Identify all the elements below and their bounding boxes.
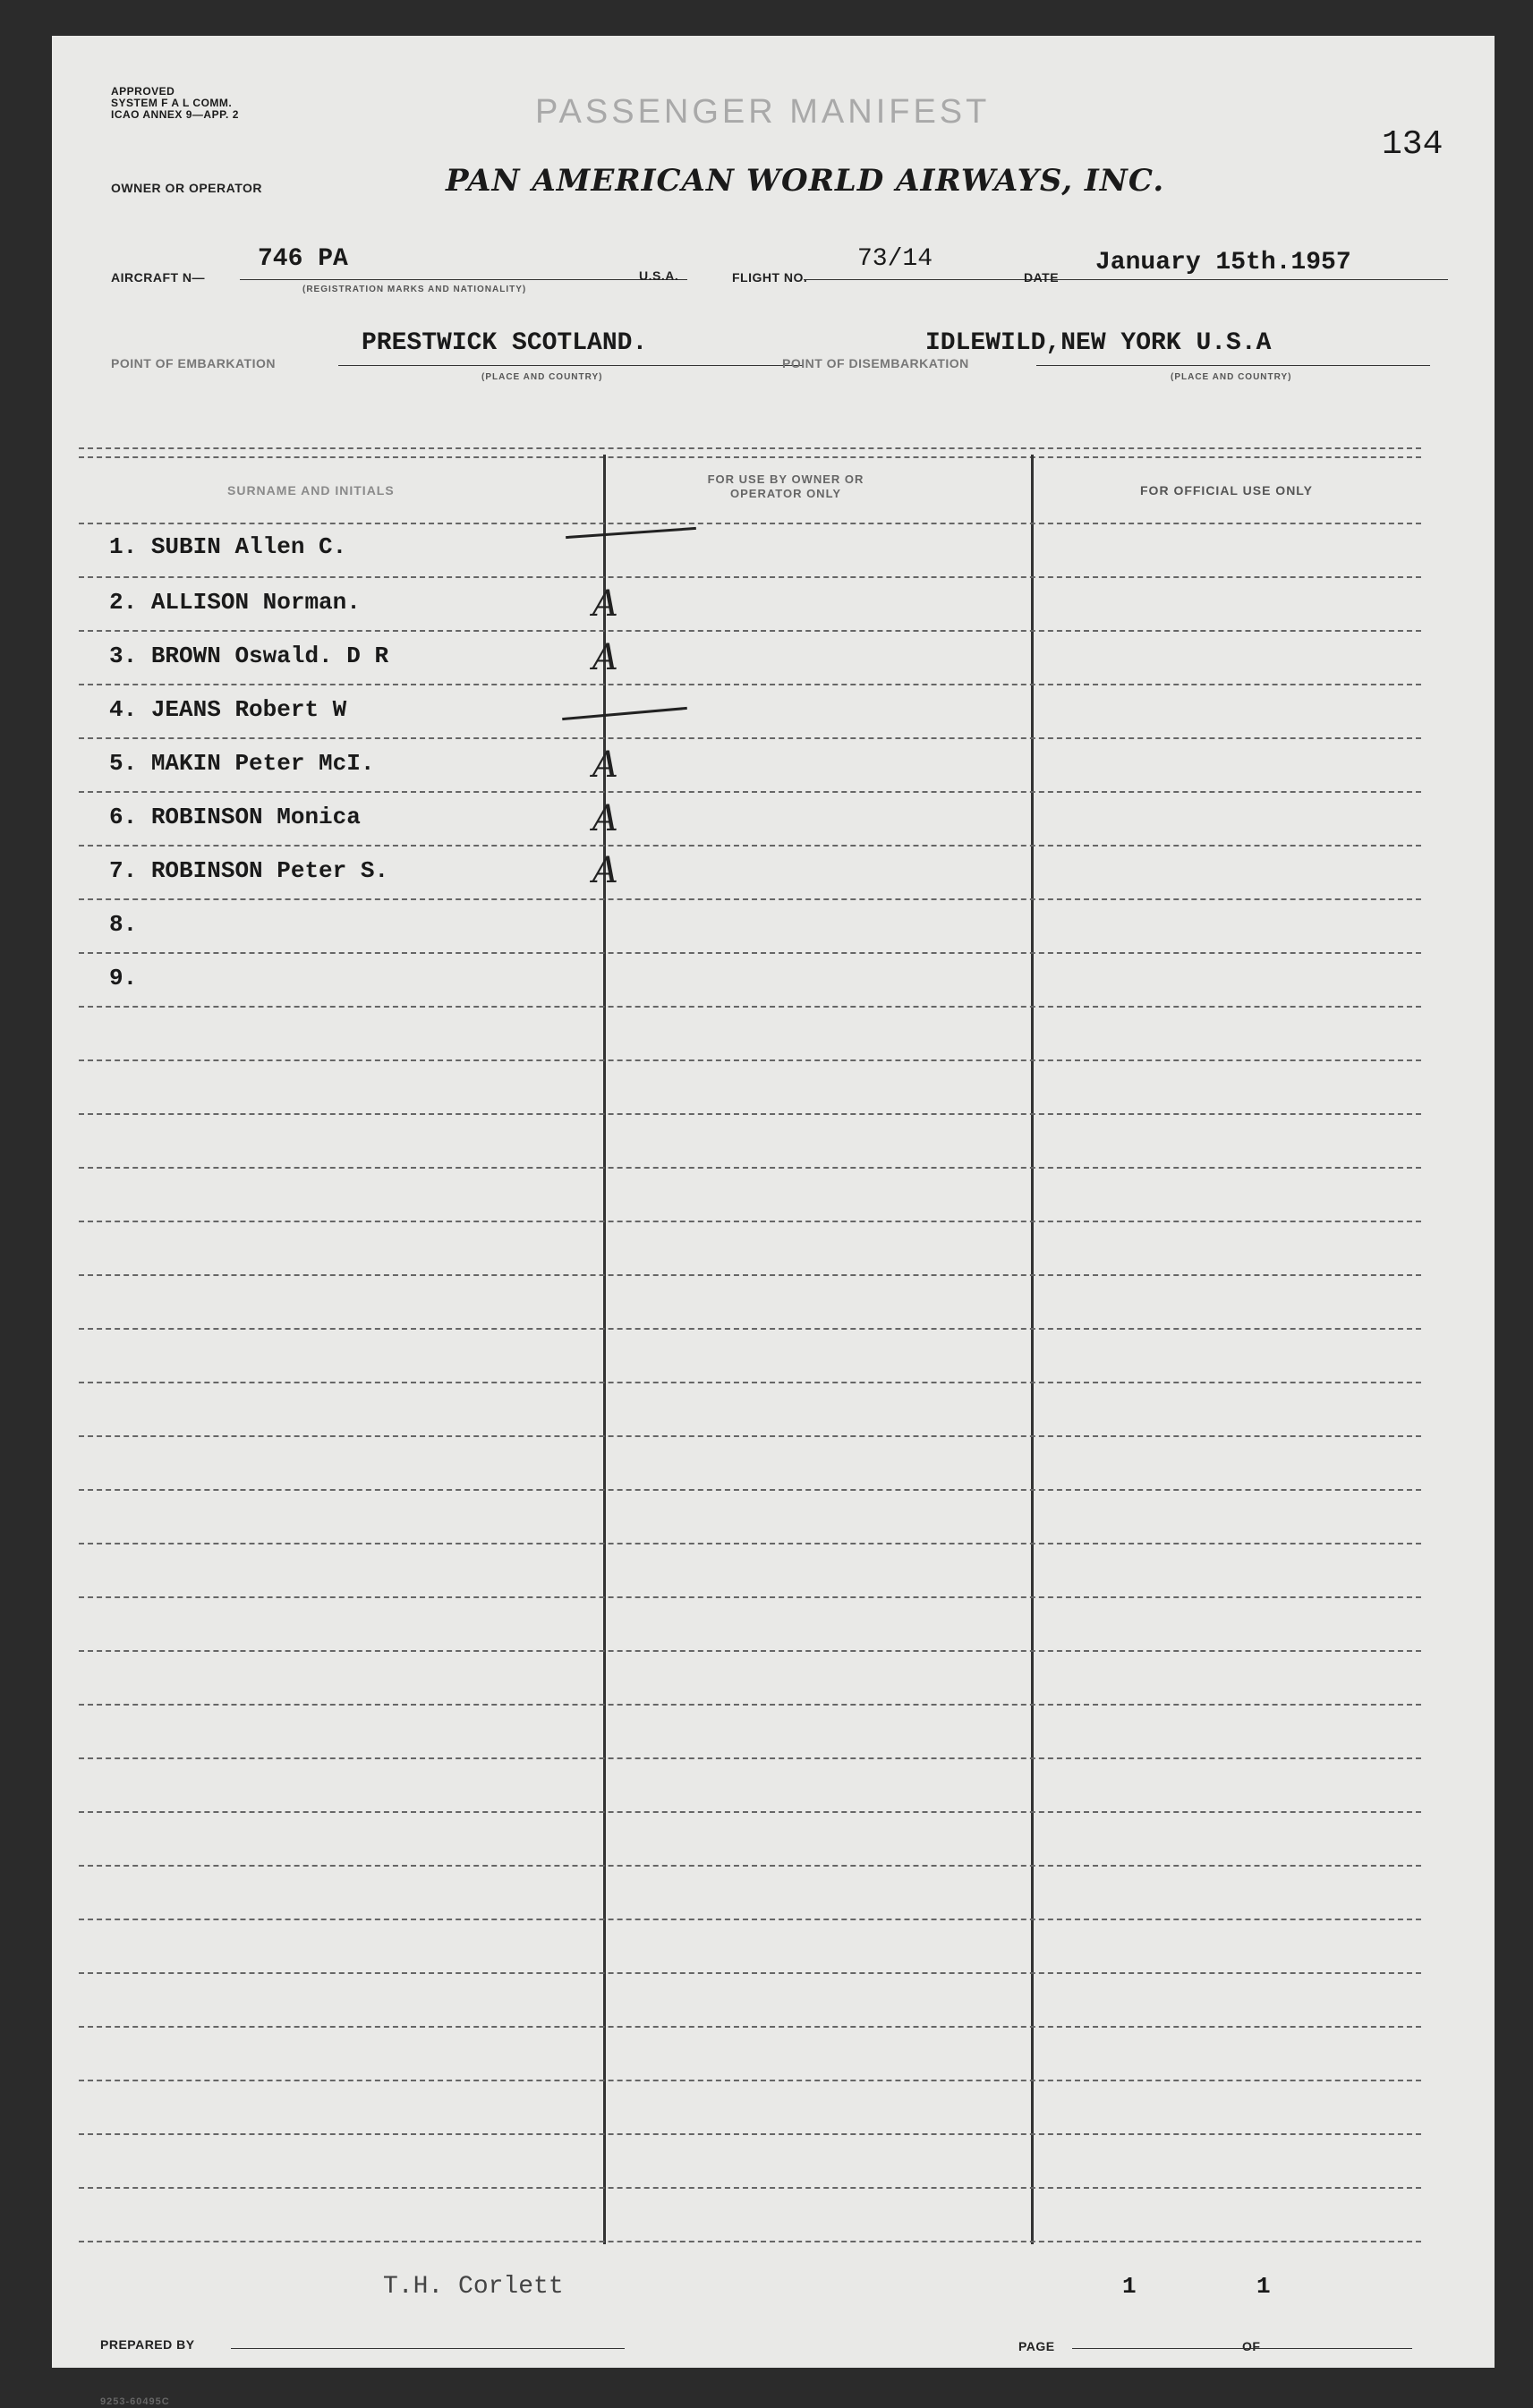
disembarkation-value: IDLEWILD,NEW YORK U.S.A — [925, 329, 1272, 357]
row-rule — [79, 791, 1421, 793]
row-rule — [79, 1221, 1421, 1222]
date-label: DATE — [1024, 270, 1060, 285]
passenger-row — [109, 589, 361, 616]
row-rule — [79, 2241, 1421, 2242]
passenger-name: ROBINSON Peter S. — [150, 857, 389, 884]
date-underline — [1072, 279, 1448, 280]
row-rule — [79, 1113, 1421, 1115]
strike-mark — [562, 707, 687, 720]
page-number: 134 — [1382, 125, 1444, 164]
disembarkation-underline — [1036, 365, 1430, 366]
disembarkation-caption: (PLACE AND COUNTRY) — [1171, 372, 1292, 382]
page-value: 1 — [1122, 2273, 1137, 2300]
page-underline — [1072, 2348, 1412, 2349]
passenger-number: 1. — [109, 533, 138, 560]
passenger-number: 3. — [109, 642, 138, 669]
row-rule — [79, 2133, 1421, 2135]
row-rule — [79, 523, 1421, 524]
row-rule — [79, 952, 1421, 954]
prepared-underline — [231, 2348, 625, 2349]
row-rule — [79, 1489, 1421, 1491]
form-title: PASSENGER MANIFEST — [535, 93, 991, 131]
passenger-name: ROBINSON Monica — [150, 804, 361, 830]
row-rule — [79, 1274, 1421, 1276]
row-rule — [79, 1167, 1421, 1169]
passenger-number: 9. — [109, 965, 138, 991]
approval-line: ICAO ANNEX 9—APP. 2 — [111, 108, 239, 121]
page-total: 1 — [1256, 2273, 1271, 2300]
passenger-row — [109, 804, 361, 830]
row-rule — [79, 1704, 1421, 1706]
date-value: January 15th.1957 — [1095, 249, 1351, 277]
page-of-label: OF — [1242, 2339, 1261, 2353]
passenger-mark: A — [592, 637, 618, 678]
row-rule — [79, 2080, 1421, 2081]
usa-label: U.S.A. — [639, 268, 679, 283]
owner-label: OWNER OR OPERATOR — [111, 181, 262, 195]
passenger-mark: A — [592, 798, 618, 839]
strike-mark — [566, 527, 696, 539]
embarkation-label: POINT OF EMBARKATION — [111, 356, 276, 370]
disembarkation-label: POINT OF DISEMBARKATION — [782, 356, 969, 370]
passenger-number: 2. — [109, 589, 138, 616]
row-rule — [79, 1650, 1421, 1652]
row-rule — [79, 684, 1421, 685]
aircraft-value: 746 PA — [258, 245, 348, 273]
passenger-number: 7. — [109, 857, 138, 884]
passenger-mark: A — [592, 850, 618, 891]
passenger-row — [109, 696, 346, 723]
row-rule — [79, 1059, 1421, 1061]
embarkation-caption: (PLACE AND COUNTRY) — [481, 372, 603, 382]
row-rule — [79, 2026, 1421, 2028]
manifest-sheet — [52, 36, 1495, 2407]
form-number: 9253-60495C — [100, 2396, 170, 2407]
row-rule — [79, 898, 1421, 900]
passenger-name: JEANS Robert W — [150, 696, 347, 723]
row-rule — [79, 1865, 1421, 1867]
row-rule — [79, 1757, 1421, 1759]
row-rule — [79, 630, 1421, 632]
row-rule — [79, 1919, 1421, 1920]
col-header-names: SURNAME AND INITIALS — [227, 483, 395, 498]
embarkation-value: PRESTWICK SCOTLAND. — [362, 329, 648, 357]
preparer-signature: T.H. Corlett — [383, 2273, 564, 2301]
passenger-row — [109, 857, 388, 884]
row-rule — [79, 1972, 1421, 1974]
prepared-by-label: PREPARED BY — [100, 2337, 195, 2352]
table-top-rule — [79, 447, 1421, 449]
passenger-row — [109, 911, 137, 938]
row-rule — [79, 576, 1421, 578]
row-rule — [79, 1596, 1421, 1598]
page-label: PAGE — [1018, 2339, 1055, 2353]
passenger-name: BROWN Oswald. D R — [150, 642, 389, 669]
aircraft-caption: (REGISTRATION MARKS AND NATIONALITY) — [302, 285, 527, 294]
row-rule — [79, 1811, 1421, 1813]
approval-line: SYSTEM F A L COMM. — [111, 97, 233, 109]
flight-no-value: 73/14 — [857, 245, 933, 273]
airline-name: PAN AMERICAN WORLD AIRWAYS, INC. — [446, 163, 1165, 199]
passenger-name: SUBIN Allen C. — [150, 533, 347, 560]
row-rule — [79, 845, 1421, 847]
row-rule — [79, 737, 1421, 739]
passenger-name: ALLISON Norman. — [150, 589, 361, 616]
passenger-row — [109, 965, 137, 991]
passenger-mark: A — [592, 745, 618, 786]
passenger-number: 4. — [109, 696, 138, 723]
row-rule — [79, 1382, 1421, 1383]
table-top-rule-2 — [79, 456, 1421, 458]
row-rule — [79, 1543, 1421, 1544]
row-rule — [79, 1328, 1421, 1330]
passenger-mark: A — [592, 583, 618, 625]
passenger-number: 6. — [109, 804, 138, 830]
aircraft-label: AIRCRAFT N— — [111, 270, 206, 285]
col-header-official: FOR OFFICIAL USE ONLY — [1140, 483, 1313, 498]
approval-block — [111, 86, 290, 121]
flight-no-label: FLIGHT NO. — [732, 270, 808, 285]
column-divider-left — [603, 455, 606, 2244]
passenger-row — [109, 642, 388, 669]
embarkation-underline — [338, 365, 804, 366]
passenger-row — [109, 750, 374, 777]
row-rule — [79, 1435, 1421, 1437]
passenger-name: MAKIN Peter McI. — [150, 750, 375, 777]
passenger-number: 8. — [109, 911, 138, 938]
col-header-owner: FOR USE BY OWNER OR OPERATOR ONLY — [707, 472, 864, 500]
approval-line: APPROVED — [111, 85, 175, 98]
row-rule — [79, 1006, 1421, 1008]
aircraft-underline — [240, 279, 687, 280]
column-divider-right — [1031, 455, 1034, 2244]
passenger-row — [109, 533, 346, 560]
row-rule — [79, 2187, 1421, 2189]
passenger-number: 5. — [109, 750, 138, 777]
